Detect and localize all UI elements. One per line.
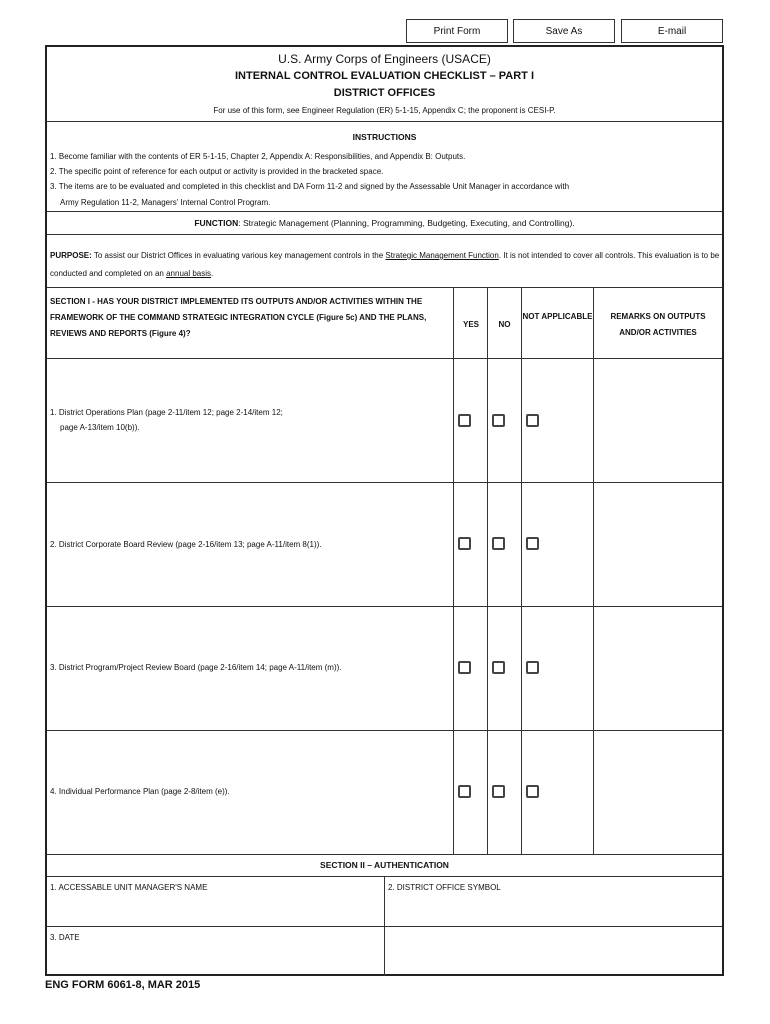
instruction-item: 3. The items are to be evaluated and completed in this checklist and DA Form 11-2 and signed by the Assessable Unit Manager in accordance with xyxy=(50,182,570,191)
agency-name: U.S. Army Corps of Engineers (USACE) xyxy=(278,52,491,66)
divider xyxy=(47,926,722,927)
item2-na-checkbox[interactable] xyxy=(526,537,539,550)
strategic-management-link: Strategic Management Function xyxy=(385,251,499,260)
form-usage-note: For use of this form, see Engineer Regulation (ER) 5-1-15, Appendix C; the proponent is CESI-P. xyxy=(213,106,556,115)
print-form-button[interactable]: Print Form xyxy=(406,19,508,43)
divider xyxy=(47,854,722,855)
purpose-label: PURPOSE: xyxy=(50,251,92,260)
function-text: : Strategic Management (Planning, Programming, Budgeting, Executing, and Controlling). xyxy=(238,218,575,228)
purpose-text xyxy=(50,247,720,283)
manager-name-field[interactable] xyxy=(49,895,381,925)
form-subtitle: DISTRICT OFFICES xyxy=(333,87,436,99)
date-label: 3. DATE xyxy=(50,933,80,942)
divider xyxy=(47,234,722,235)
column-divider xyxy=(453,287,454,854)
col-remarks-header: REMARKS ON OUTPUTS AND/OR ACTIVITIES xyxy=(610,312,706,337)
item1-na-checkbox[interactable] xyxy=(526,414,539,427)
form-title: INTERNAL CONTROL EVALUATION CHECKLIST – PART I xyxy=(234,70,535,82)
item1-no-checkbox[interactable] xyxy=(492,414,505,427)
date-field[interactable] xyxy=(49,945,381,973)
column-divider xyxy=(487,287,488,854)
email-button[interactable]: E-mail xyxy=(621,19,723,43)
office-symbol-field[interactable] xyxy=(387,895,720,925)
item4-na-checkbox[interactable] xyxy=(526,785,539,798)
annual-basis-text: annual basis xyxy=(166,269,212,278)
col-no-header: NO xyxy=(498,320,511,329)
divider xyxy=(47,211,722,212)
item2-remarks-field[interactable] xyxy=(595,483,721,605)
item3-remarks-field[interactable] xyxy=(595,607,721,729)
checklist-item-text: 2. District Corporate Board Review (page 2-16/item 13; page A-11/item 8(1)). xyxy=(50,540,322,549)
item3-yes-checkbox[interactable] xyxy=(458,661,471,674)
form-identifier: ENG FORM 6061-8, MAR 2015 xyxy=(45,979,201,991)
purpose-text-b: . It is not intended to cover all controls. This evaluation is to be conducted and completed on an xyxy=(50,251,720,278)
section1-heading: SECTION I - HAS YOUR DISTRICT IMPLEMENTED ITS OUTPUTS AND/OR ACTIVITIES WITHIN THE FRAMEWORK OF THE COMMAND STRATEGIC INTEGRATION CYCLE (Figure 5c) AND THE PLANS, REVIEWS AND REPORTS (Figure 4)? xyxy=(50,297,427,338)
checklist-form xyxy=(45,45,724,976)
instruction-item: 2. The specific point of reference for each output or activity is provided in the bracketed space. xyxy=(50,167,384,176)
col-yes-header: YES xyxy=(462,320,479,329)
divider xyxy=(47,121,722,122)
checklist-item-text: 3. District Program/Project Review Board (page 2-16/item 14; page A-11/item (m)). xyxy=(50,663,342,672)
checklist-item-text: 4. Individual Performance Plan (page 2-8/item (e)). xyxy=(50,787,230,796)
office-symbol-label: 2. DISTRICT OFFICE SYMBOL xyxy=(388,883,501,892)
section2-heading: SECTION II – AUTHENTICATION xyxy=(320,860,449,870)
item2-no-checkbox[interactable] xyxy=(492,537,505,550)
item1-remarks-field[interactable] xyxy=(595,359,721,481)
purpose-text-a: To assist our District Offices in evaluating various key management controls in the xyxy=(91,251,386,260)
checklist-item-text: 1. District Operations Plan (page 2-11/item 12; page 2-14/item 12; xyxy=(50,408,283,417)
manager-name-label: 1. ACCESSABLE UNIT MANAGER'S NAME xyxy=(50,883,208,892)
item4-yes-checkbox[interactable] xyxy=(458,785,471,798)
divider xyxy=(47,287,722,288)
function-label: FUNCTION xyxy=(194,218,239,228)
instruction-item: 1. Become familiar with the contents of ER 5-1-15, Chapter 2, Appendix A: Responsibilities, and Appendix B: Outputs. xyxy=(50,152,466,161)
item3-no-checkbox[interactable] xyxy=(492,661,505,674)
instructions-heading: INSTRUCTIONS xyxy=(352,132,417,142)
item3-na-checkbox[interactable] xyxy=(526,661,539,674)
item4-no-checkbox[interactable] xyxy=(492,785,505,798)
item1-yes-checkbox[interactable] xyxy=(458,414,471,427)
col-na-header: NOT APPLICABLE xyxy=(522,312,593,321)
column-divider xyxy=(521,287,522,854)
item2-yes-checkbox[interactable] xyxy=(458,537,471,550)
instruction-item: Army Regulation 11-2, Managers' Internal Control Program. xyxy=(60,198,271,207)
column-divider xyxy=(593,287,594,854)
item4-remarks-field[interactable] xyxy=(595,731,721,853)
save-as-button[interactable]: Save As xyxy=(513,19,615,43)
purpose-text-c: . xyxy=(211,269,214,278)
function-line xyxy=(47,218,722,228)
checklist-item-text: page A-13/item 10(b)). xyxy=(60,423,140,432)
